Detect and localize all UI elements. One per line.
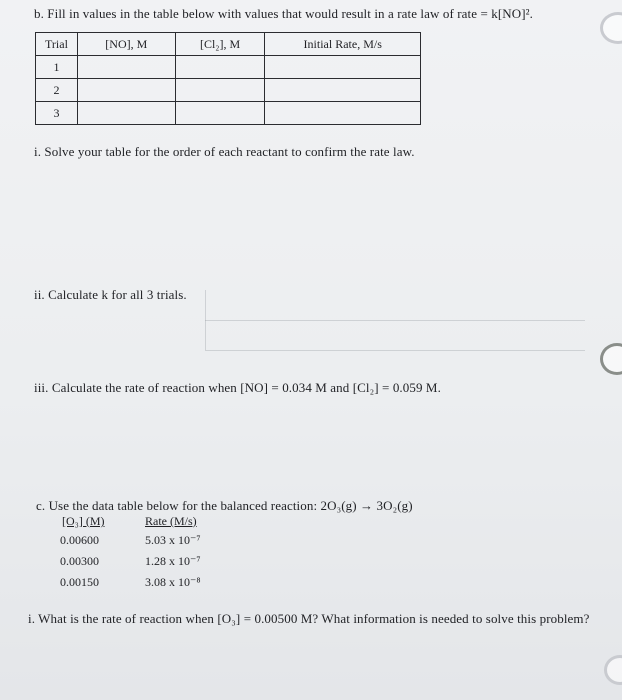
part-c-prompt: c. Use the data table below for the balanced reaction: 2O₃(g) → 3O₂(g) bbox=[36, 498, 413, 513]
header-no-concentration: [NO], M bbox=[77, 33, 175, 56]
rate-cell[interactable] bbox=[265, 56, 421, 79]
header-initial-rate: Initial Rate, M/s bbox=[265, 33, 421, 56]
rate-cell[interactable] bbox=[265, 79, 421, 102]
show-through-line bbox=[205, 350, 585, 351]
question-c-i: i. What is the rate of reaction when [O₃] = 0.00500 M? What information is needed to solve this problem? bbox=[28, 611, 590, 626]
rate-value: 3.08 x 10⁻⁸ bbox=[145, 575, 201, 589]
no-cell[interactable] bbox=[77, 56, 175, 79]
o3-value: 0.00150 bbox=[60, 575, 99, 589]
cl2-cell[interactable] bbox=[175, 79, 265, 102]
cl2-cell[interactable] bbox=[175, 56, 265, 79]
rate-value: 1.28 x 10⁻⁷ bbox=[145, 554, 201, 568]
binder-hole bbox=[600, 12, 622, 44]
table-row bbox=[36, 56, 421, 79]
question-b-i: i. Solve your table for the order of each reactant to confirm the rate law. bbox=[34, 144, 415, 159]
o3-value: 0.00300 bbox=[60, 554, 99, 568]
o3-value: 0.00600 bbox=[60, 533, 99, 547]
question-b-ii: ii. Calculate k for all 3 trials. bbox=[34, 287, 187, 302]
table-header-row bbox=[36, 33, 421, 56]
rate-cell[interactable] bbox=[265, 102, 421, 125]
part-b-prompt: b. Fill in values in the table below with values that would result in a rate law of rate = k[NO]². bbox=[34, 6, 534, 21]
binder-hole bbox=[604, 655, 622, 685]
binder-hole bbox=[600, 343, 622, 375]
trial-number: 2 bbox=[36, 79, 78, 102]
rate-column-header: Rate (M/s) bbox=[145, 514, 197, 528]
show-through-line bbox=[205, 290, 206, 350]
show-through-line bbox=[205, 320, 585, 321]
trial-number: 1 bbox=[36, 56, 78, 79]
cl2-cell[interactable] bbox=[175, 102, 265, 125]
table-row bbox=[36, 102, 421, 125]
table-row bbox=[36, 79, 421, 102]
header-cl2-concentration: [Cl₂], M bbox=[175, 33, 265, 56]
no-cell[interactable] bbox=[77, 102, 175, 125]
no-cell[interactable] bbox=[77, 79, 175, 102]
trial-number: 3 bbox=[36, 102, 78, 125]
header-trial: Trial bbox=[36, 33, 78, 56]
o3-column-header: [O₃] (M) bbox=[62, 514, 105, 528]
question-b-iii: iii. Calculate the rate of reaction when [NO] = 0.034 M and [Cl₂] = 0.059 M. bbox=[34, 380, 441, 395]
rate-table bbox=[35, 32, 421, 125]
rate-value: 5.03 x 10⁻⁷ bbox=[145, 533, 201, 547]
